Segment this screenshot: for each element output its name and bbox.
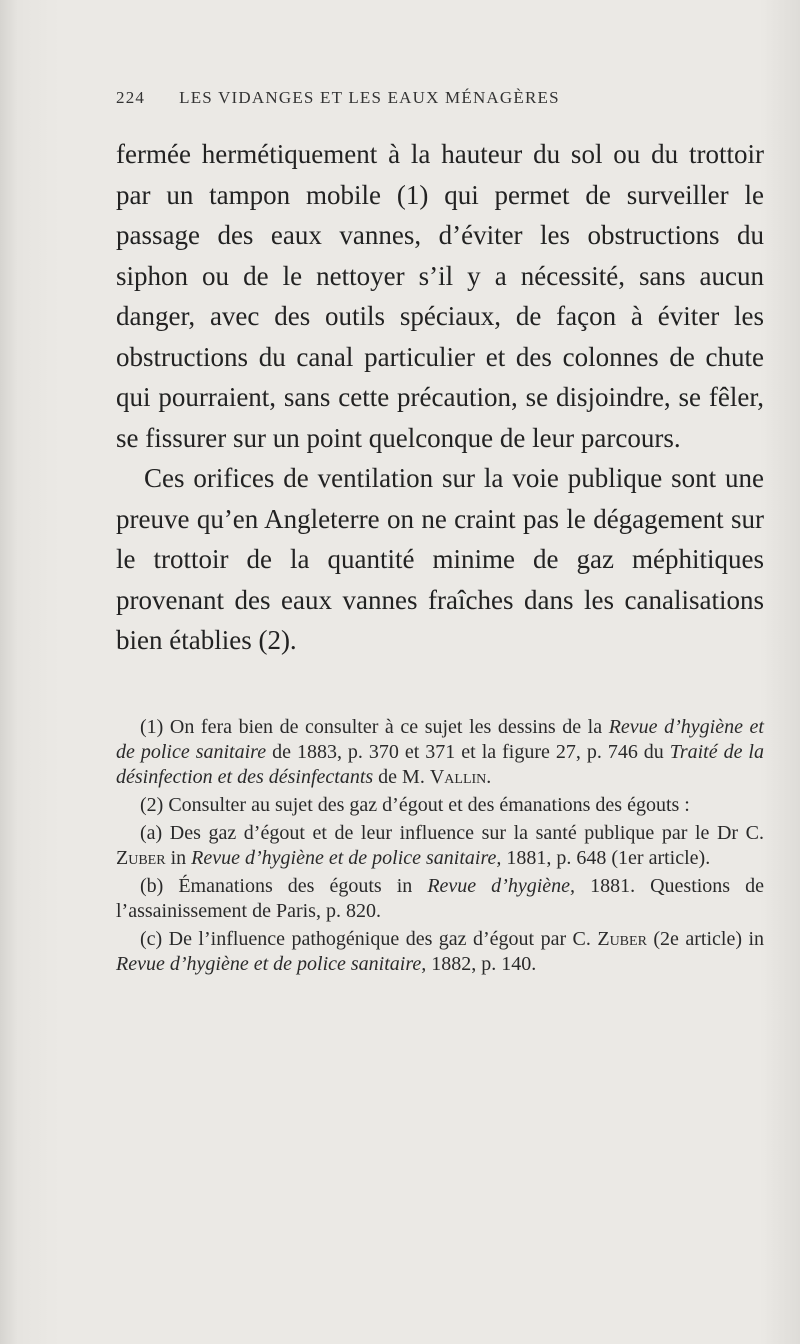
footnote-2c: (c) De l’influence pathogénique des gaz d’égout par C. Zuber (2e article) in Revue d’hygiène et de police sanitaire, 1882, p. 140. (116, 927, 764, 975)
footnote-2a: (a) Des gaz d’égout et de leur influence sur la santé publique par le Dr C. Zuber in Revue d’hygiène et de police sanitaire, 1881, p. 648 (1er article). (116, 821, 764, 869)
footnotes (116, 715, 764, 977)
paragraph-2: Ces orifices de ventilation sur la voie publique sont une preuve qu’en Angleterre on ne craint pas le dégagement sur le trottoir de la quantité minime de gaz méphitiques provenant des eaux vannes fraîches dans les canalisations bien établies (2). (116, 463, 764, 655)
page-number: 224 (116, 88, 146, 107)
running-title: LES VIDANGES ET LES EAUX MÉNAGÈRES (179, 88, 560, 107)
footnote-2b: (b) Émanations des égouts in Revue d’hygiène, 1881. Questions de l’assainissement de Paris, p. 820. (116, 874, 764, 922)
main-text (116, 134, 764, 661)
footnote-2: (2) Consulter au sujet des gaz d’égout et des émanations des égouts : (140, 793, 690, 816)
paragraph-1: fermée hermétiquement à la hauteur du sol ou du trottoir par un tampon mobile (1) qui permet de surveiller le passage des eaux vannes, d’éviter les obstructions du siphon ou de le nettoyer s’il y a nécessité, sans aucun danger, avec des outils spéciaux, de façon à éviter les obstructions du canal particulier et des colonnes de chute qui pourraient, sans cette précaution, se disjoindre, se fêler, se fissurer sur un point quelconque de leur parcours. (116, 139, 764, 453)
running-head (116, 88, 764, 118)
footnote-separator (116, 661, 764, 715)
footnote-1: (1) On fera bien de consulter à ce sujet les dessins de la Revue d’hygiène et de police sanitaire de 1883, p. 370 et 371 et la figure 27, p. 746 du Traité de la désinfection et des désinfectants de M. Vallin. (116, 715, 764, 788)
